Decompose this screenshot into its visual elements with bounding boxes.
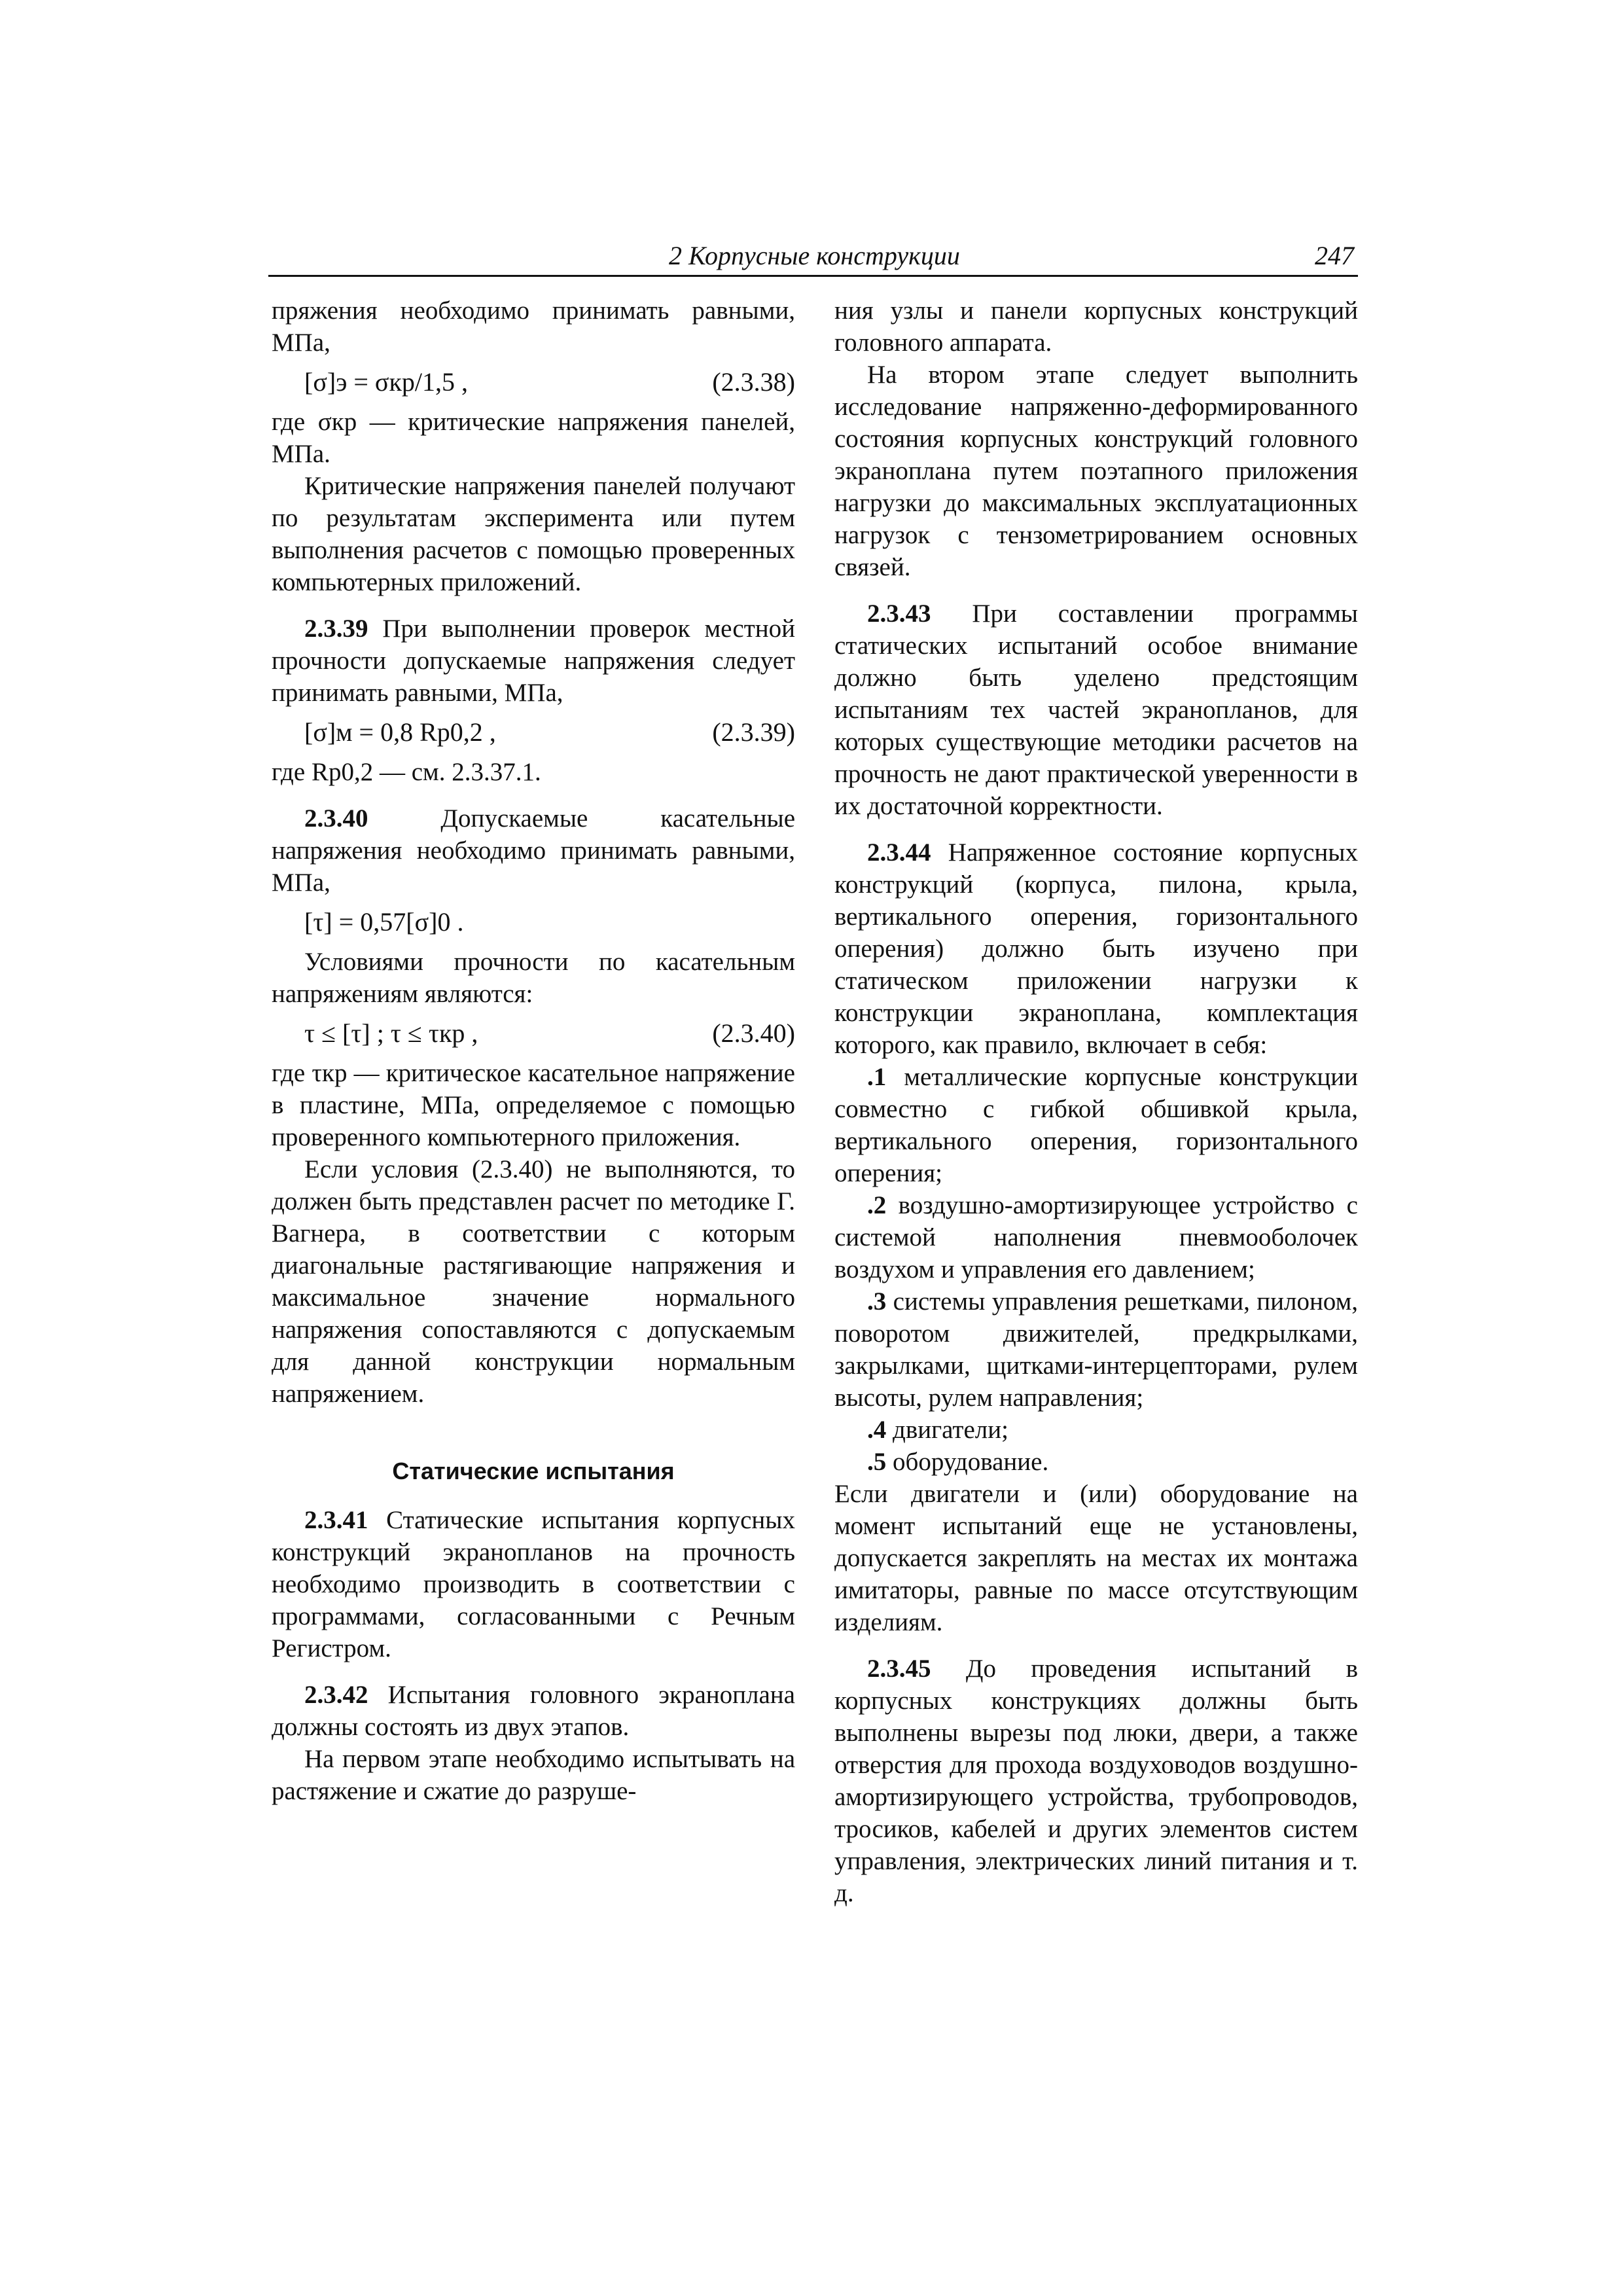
list-item bbox=[834, 1446, 1358, 1478]
clause-number: 2.3.45 bbox=[867, 1655, 931, 1683]
clause-text: До проведения испытаний в корпусных конструкциях должны быть выполнены вырезы под люки, двери, а также отверстия для прохода воздуховодов воздушно-амортизирующего устройства, трубопроводов, тросиков, кабелей и других элементов систем управления, электрических линий питания и т. д. bbox=[834, 1655, 1359, 1907]
clause-text: При составлении программы статических испытаний особое внимание должно быть уделено предстоящим испытаниям тех частей экранопланов, для которых существующие методики расчетов на прочность не дают практической уверенности в их достаточной корректности. bbox=[834, 600, 1359, 820]
formula-expression: τ ≤ [τ] ; τ ≤ τкр , bbox=[304, 1018, 478, 1048]
clause-2-3-44 bbox=[834, 836, 1358, 1061]
clause-number: 2.3.44 bbox=[867, 838, 931, 867]
formula-2-3-38 bbox=[272, 359, 795, 406]
clause-text: При выполнении проверок местной прочности допускаемые напряжения следует принимать равными, МПа, bbox=[272, 615, 796, 707]
paragraph: Критические напряжения панелей получают по результатам эксперимента или путем выполнения расчетов с помощью проверенных компьютерных приложений. bbox=[272, 472, 795, 596]
formula-number: (2.3.40) bbox=[712, 1018, 795, 1048]
clause-number: 2.3.42 bbox=[304, 1681, 368, 1709]
item-text: оборудование. bbox=[893, 1448, 1049, 1476]
clause-text: Испытания головного экраноплана должны состоять из двух этапов. bbox=[272, 1681, 795, 1741]
item-number: .2 bbox=[867, 1191, 887, 1219]
formula-2-3-39 bbox=[272, 709, 795, 756]
left-column bbox=[272, 295, 795, 1807]
list-item bbox=[834, 1285, 1358, 1414]
item-text: металлические корпусные конструкции совместно с гибкой обшивкой крыла, вертикального оперения, горизонтального оперения; bbox=[834, 1063, 1359, 1187]
paragraph: где σкр — критические напряжения панелей, МПа. bbox=[272, 408, 795, 468]
section-heading: Статические испытания bbox=[392, 1458, 675, 1484]
item-text: воздушно-амортизирующее устройство с системой наполнения пневмооболочек воздухом и управления его давлением; bbox=[834, 1191, 1358, 1283]
clause-number: 2.3.43 bbox=[867, 600, 931, 628]
list-item bbox=[834, 1189, 1358, 1285]
list-item bbox=[834, 1414, 1358, 1446]
clause-2-3-40 bbox=[272, 802, 795, 899]
formula-expression: [σ]м = 0,8 Rp0,2 , bbox=[304, 717, 496, 747]
formula-number: (2.3.39) bbox=[712, 717, 795, 747]
formula-number: (2.3.38) bbox=[712, 367, 795, 397]
list-item bbox=[834, 1061, 1358, 1189]
page-number: 247 bbox=[1315, 241, 1354, 270]
running-header bbox=[268, 237, 1358, 277]
clause-number: 2.3.41 bbox=[304, 1506, 368, 1534]
clause-text: Допускаемые касательные напряжения необходимо принимать равными, МПа, bbox=[272, 804, 795, 897]
item-number: .4 bbox=[867, 1416, 887, 1444]
clause-number: 2.3.39 bbox=[304, 615, 368, 643]
paragraph: пряжения необходимо принимать равными, МПа, bbox=[272, 296, 795, 357]
paragraph: ния узлы и панели корпусных конструкций головного аппарата. bbox=[834, 296, 1358, 357]
paragraph: На первом этапе необходимо испытывать на растяжение и сжатие до разруше- bbox=[272, 1745, 795, 1805]
formula-tau bbox=[272, 899, 795, 946]
paragraph: где Rp0,2 — см. 2.3.37.1. bbox=[272, 758, 541, 786]
clause-text: Статические испытания корпусных конструкций экранопланов на прочность необходимо производить в соответствии с программами, согласованными с Речным Регистром. bbox=[272, 1506, 796, 1662]
running-title: 2 Корпусные конструкции bbox=[669, 241, 960, 270]
clause-2-3-42 bbox=[272, 1679, 795, 1743]
paragraph: Если двигатели и (или) оборудование на момент испытаний еще не установлены, допускается закреплять на местах их монтажа имитаторы, равные по массе отсутствующим изделиям. bbox=[834, 1480, 1358, 1636]
clause-2-3-41 bbox=[272, 1504, 795, 1664]
clause-text: Напряженное состояние корпусных конструкций (корпуса, пилона, крыла, вертикального оперения, горизонтального оперения) должно быть изучено при статическом приложении нагрузки к конструкции экраноплана, комплектация которого, как правило, включает в себя: bbox=[834, 838, 1359, 1059]
formula-2-3-40 bbox=[272, 1010, 795, 1057]
clause-2-3-43 bbox=[834, 598, 1358, 822]
item-number: .3 bbox=[867, 1287, 887, 1316]
item-text: системы управления решетками, пилоном, поворотом движителей, предкрылками, закрылками, щитками-интерцепторами, рулем высоты, рулем направления; bbox=[834, 1287, 1358, 1412]
paragraph: Если условия (2.3.40) не выполняются, то должен быть представлен расчет по методике Г. Вагнера, в соответствии с которым диагональные растягивающие напряжения и максимальное значение нормального напряжения сопоставляются с допускаемым для данной конструкции нормальным напряжением. bbox=[272, 1155, 795, 1408]
item-text: двигатели; bbox=[893, 1416, 1008, 1444]
clause-2-3-45 bbox=[834, 1653, 1358, 1909]
paragraph: где τкр — критическое касательное напряжение в пластине, МПа, определяемое с помощью проверенного компьютерного приложения. bbox=[272, 1059, 795, 1151]
item-number: .1 bbox=[867, 1063, 887, 1091]
right-column bbox=[834, 295, 1358, 1909]
paragraph: На втором этапе следует выполнить исследование напряженно-деформированного состояния корпусных конструкций головного экраноплана путем поэтапного приложения нагрузки до максимальных эксплуатационных нагрузок с тензометрированием основных связей. bbox=[834, 361, 1358, 581]
item-number: .5 bbox=[867, 1448, 887, 1476]
clause-number: 2.3.40 bbox=[304, 804, 368, 833]
formula-expression: [τ] = 0,57[σ]0 . bbox=[304, 907, 464, 937]
formula-expression: [σ]э = σкр/1,5 , bbox=[304, 367, 469, 397]
clause-2-3-39 bbox=[272, 613, 795, 709]
paragraph: Условиями прочности по касательным напряжениям являются: bbox=[272, 948, 795, 1008]
